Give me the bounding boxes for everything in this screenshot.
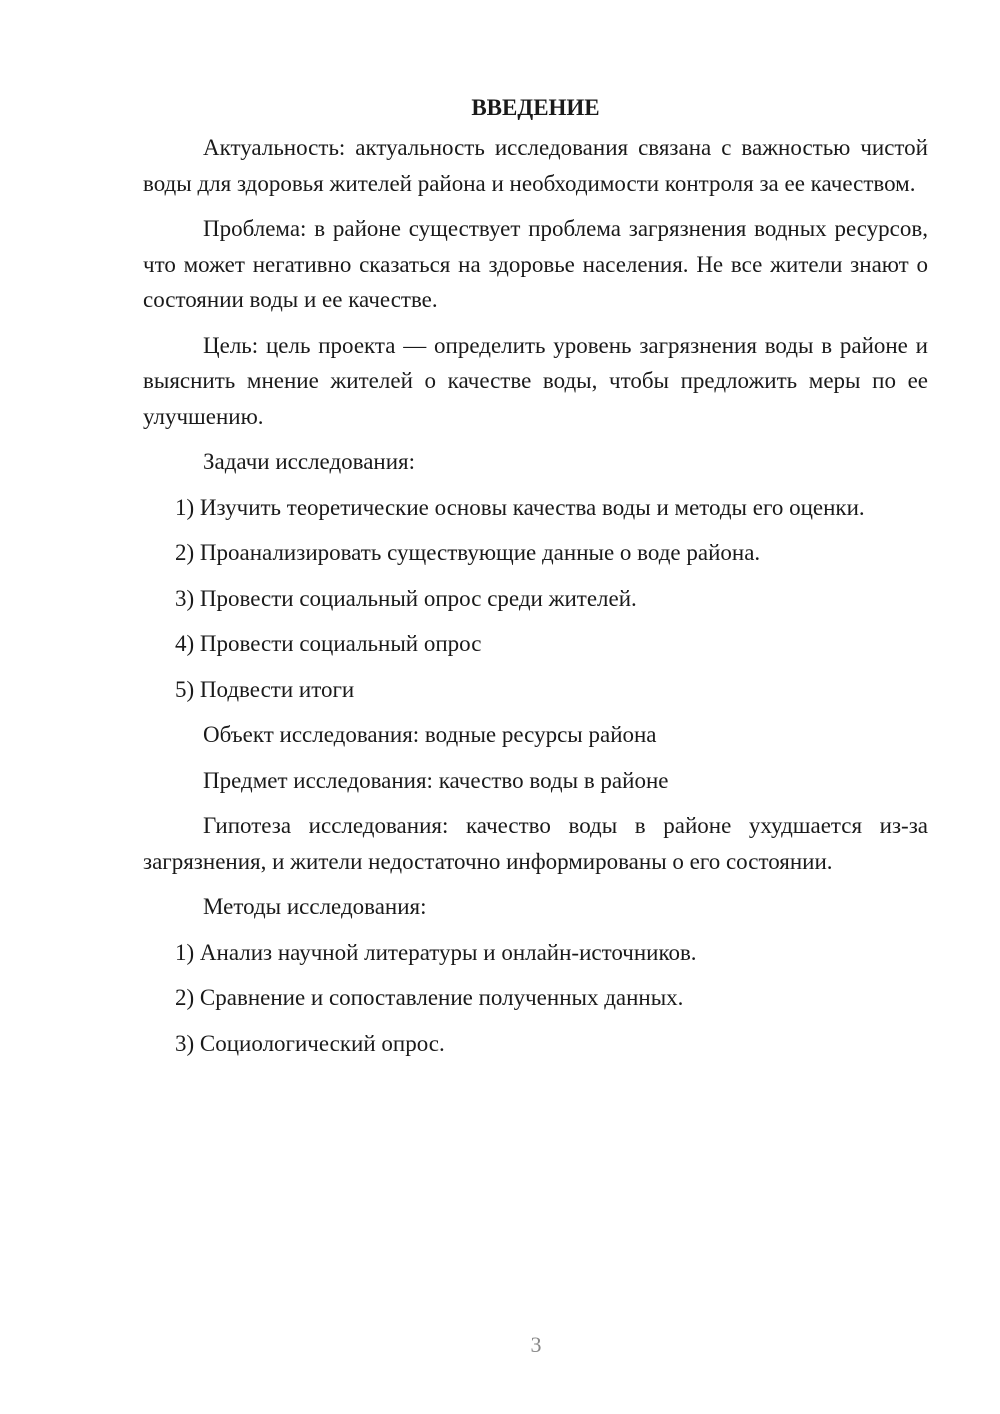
task-item-1: 1) Изучить теоретические основы качества воды и методы его оценки.: [175, 494, 865, 520]
subject-line: Предмет исследования: качество воды в районе: [203, 767, 669, 793]
task-item-4: 4) Провести социальный опрос: [175, 631, 482, 656]
object-line: Объект исследования: водные ресурсы района: [203, 722, 657, 747]
tasks-heading: Задачи исследования:: [203, 449, 416, 474]
goal-paragraph: Цель: цель проекта — определить уровень загрязнения воды в районе и выяснить мнение жителей о качестве воды, чтобы предложить меры по ее улучшению.: [143, 332, 928, 429]
page-content: [143, 90, 928, 1071]
method-item-2: 2) Сравнение и сопоставление полученных данных.: [175, 985, 684, 1010]
hypothesis-paragraph: Гипотеза исследования: качество воды в районе ухудшается из-за загрязнения, и жители недостаточно информированы о его состоянии.: [143, 813, 928, 874]
problem-paragraph: Проблема: в районе существует проблема загрязнения водных ресурсов, что может негативно сказаться на здоровье населения. Не все жители знают о состоянии воды и ее качестве.: [143, 216, 928, 312]
relevance-paragraph: Актуальность: актуальность исследования связана с важностью чистой воды для здоровья жителей района и необходимости контроля за ее качеством.: [143, 135, 928, 196]
page-number: 3: [530, 1332, 542, 1357]
method-item-3: 3) Социологический опрос.: [175, 1030, 445, 1056]
task-item-3: 3) Провести социальный опрос среди жителей.: [175, 585, 637, 611]
page-title: ВВЕДЕНИЕ: [471, 95, 600, 120]
methods-heading: Методы исследования:: [203, 894, 427, 919]
task-item-2: 2) Проанализировать существующие данные о воде района.: [175, 540, 761, 565]
task-item-5: 5) Подвести итоги: [175, 676, 355, 702]
method-item-1: 1) Анализ научной литературы и онлайн-источников.: [175, 939, 697, 965]
